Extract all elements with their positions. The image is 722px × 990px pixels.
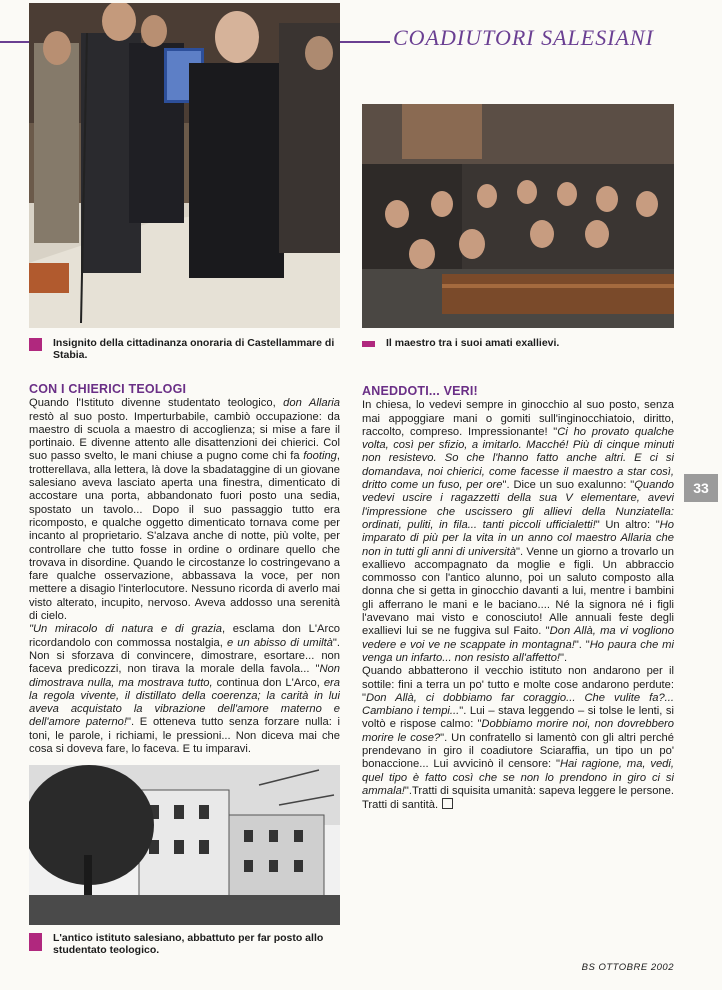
paragraph-4: Quando abbatterono il vecchio istituto non andarono per il sottile: fini a terra un po' tutto e molte cose andarono perdute: "Don Allà, ci dobbiamo far coraggio... Che vulite fa?... Cambiano i tempi...". Lui – stava leggendo – si tolse le lenti, si voltò e rispose calmo: "Dobbiamo morire noi, non dovrebbero morire le cose?". Un confratello si lamentò con gli altri perché prendevano in giro il coadiutore Sciaraffia, un tipo un po' bonaccione... Lui avvicinò il censore: "Hai ragione, ma, vedi, quel tipo è fatto così che se non lo prendono in giro ci si ammala!".Tratti di squisita umanità: sapeva leggere le persone. Tratti di santità.: [362, 665, 674, 812]
caption-photo2: Il maestro tra i suoi amati exallievi.: [362, 337, 674, 351]
section-heading-aneddoti: ANEDDOTI... VERI!: [362, 384, 478, 398]
footer-magazine: BS: [581, 962, 596, 973]
rubric-rule-right: [340, 41, 390, 43]
caption-photo1: Insignito della cittadinanza onoraria di Castellammare di Stabia.: [29, 337, 340, 365]
caption-marker: [29, 338, 42, 351]
photo-group: [362, 104, 674, 328]
caption-marker: [29, 933, 42, 951]
article-column-left: [29, 383, 340, 755]
caption-photo3: L'antico istituto salesiano, abbattuto per far posto allo studentato teologico.: [29, 932, 340, 960]
page-number: 33: [684, 474, 718, 502]
footer-date: OTTOBRE 2002: [598, 962, 674, 973]
caption-marker: [362, 341, 375, 347]
end-of-article-mark: [442, 798, 453, 809]
rubric-rule: [0, 41, 29, 43]
group-photo-image: [362, 104, 674, 328]
page-footer: [560, 962, 674, 973]
article-column-right: [362, 379, 674, 957]
paragraph-1: Quando l'Istituto divenne studentato teologico, don Allaria restò al suo posto. Imperturbabile, cambiò occupazione: da maestro di scuola a maestro di accoglienza; si mise a fare il portinaio. E divenne attento alle disattenzioni dei chierici. Col suo passo svelto, le mani chiuse a pugno come chi fa footing, trotterellava, alla lettera, là dove la sbadataggine di un giovane salesiano aveva lasciato aperta una finestra, dimenticato di accostare una porta, abbandonato fuori posto una sedia, spostato un tavolo... Dopo il suo passaggio tutto era ricomposto, e qualche oggetto dimenticato tornava come per incanto al proprietario. S'alzava anche di notte, più volte, per controllare che tutto fosse in ordine o ordinare quello che trovava in disordine. Quando le circostanze lo costringevano a fare qualche osservazione, abbassava la voce, per non mettere a disagio l'interlocutore. Nessuno ricorda di averlo mai visto alterato, incupito, nervoso. Aveva addosso una serenità di cielo.: [29, 397, 340, 623]
photo-building: [29, 765, 340, 925]
paragraph-2: "Un miracolo di natura e di grazia, esclama don L'Arco ricordandolo con commossa nostalgia, e un abisso di umiltà". Non si sforzava di convincere, dimostrare, esortare... non faceva predicozzi, non tirava la morale della favola... "Non dimostrava nulla, ma mostrava tutto, continua don L'Arco, era la regola vivente, il distillato della coerenza; la carità in lui aveva acquistato la vibrazione dell'amore materno e dell'amore paterno!". E otteneva tutto senza forzare nulla: i toni, le parole, i richiami, le pressioni... Non diceva mai che cosa si doveva fare, lo faceva. E tu imparavi.: [29, 623, 340, 755]
section-rubric: COADIUTORI SALESIANI: [393, 25, 654, 50]
paragraph-3: In chiesa, lo vedevi sempre in ginocchio al suo posto, senza mai appoggiare mani o gomiti sull'inginocchiatoio, diritto, raccolto, compreso. Impressionante! "Ci ho provato qualche volta, così per sfizio, a imitarlo. Macché! Più di cinque minuti non resistevo. So che l'hanno fatto anche altri. E ci si domandava, noi chierici, come facesse il maestro a star così, dritto come un fuso, per ore". Dice un suo exalunno: "Quando vedevi uscire i ragazzetti della sua V elementare, avevi l'impressione che uscissero gli allievi della Nunziatella: ordinati, puliti, in fila... tanti piccoli ufficialetti!" Un altro: "Ho imparato di più per la vita in un anno col maestro Allaria che non in tutti gli anni di università". Venne un giorno a trovarlo un exallievo accompagnato da moglie e figli. Un abbraccio commosso con l'antico alunno, poi un saluto composto alla donna che si getta in ginocchio davanti a lui, mentre i bambini gli afferrano le mani e le baciano.... Né la signora né i figli l'avevano mai visto e conosciuto! Alle annuali feste degli exallievi lui se ne fuggiva sul Faito. "Don Allà, ma vi vogliono vedere e voi ve ne scappate in montagna!". "Ho paura che mi venga un infarto... non resisto all'affetto!".: [362, 399, 674, 664]
building-photo-image: [29, 765, 340, 925]
photo-ceremony: [29, 3, 340, 328]
ceremony-photo-image: [29, 3, 340, 328]
section-heading-chierici: CON I CHIERICI TEOLOGI: [29, 383, 187, 396]
